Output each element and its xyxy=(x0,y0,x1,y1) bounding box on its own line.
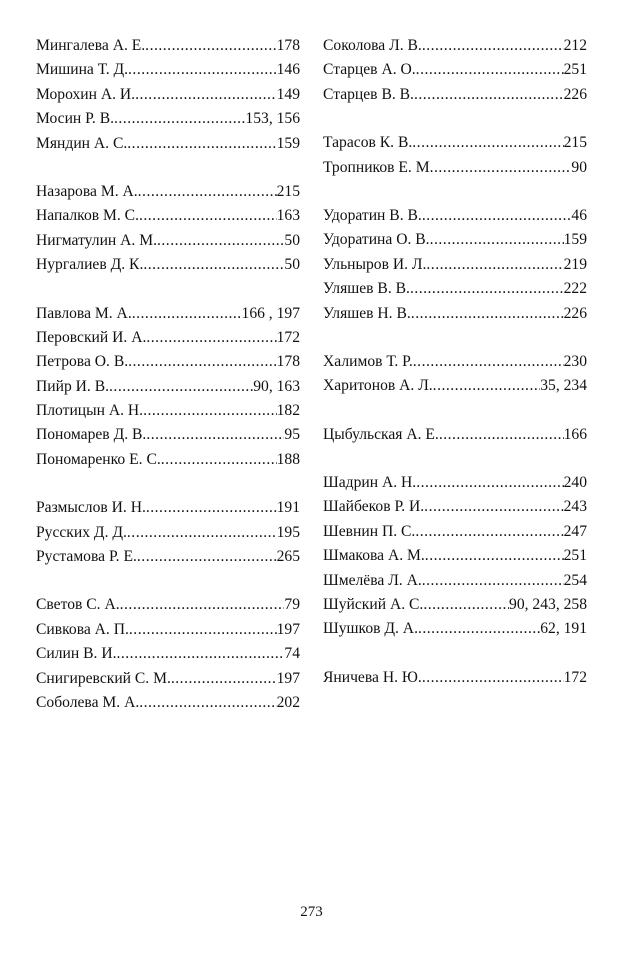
page-references: 46 xyxy=(571,206,587,224)
page-references: 50 xyxy=(284,256,300,274)
page-references: 146 xyxy=(276,61,300,79)
page-references: 178 xyxy=(276,37,300,54)
index-letter-group xyxy=(36,496,300,569)
dot-leader xyxy=(132,302,242,326)
index-entry xyxy=(36,326,300,350)
page-references: 247 xyxy=(563,522,587,540)
index-entry xyxy=(36,691,300,715)
page-references: 202 xyxy=(276,693,300,711)
index-entry xyxy=(36,350,300,374)
index-letter-group xyxy=(323,34,587,107)
author-name: Шмелёва Л. А. xyxy=(323,571,422,589)
index-entry xyxy=(323,156,587,180)
dot-leader xyxy=(157,229,284,253)
index-letter-group xyxy=(36,593,300,715)
index-entry xyxy=(36,618,300,642)
dot-leader xyxy=(426,253,563,277)
dot-leader xyxy=(128,58,277,82)
dot-leader xyxy=(161,448,277,472)
author-name: Халимов Т. Р. xyxy=(323,352,413,370)
page-references: 212 xyxy=(563,37,587,54)
index-entry xyxy=(323,277,587,301)
page-references: 62, 191 xyxy=(540,620,587,638)
index-letter-group xyxy=(36,180,300,278)
dot-leader xyxy=(171,667,277,691)
index-entry xyxy=(36,229,300,253)
author-name: Пономаренко Е. С. xyxy=(36,450,161,468)
author-name: Шадрин А. Н. xyxy=(323,474,417,492)
index-entry xyxy=(323,302,587,326)
dot-leader xyxy=(139,204,277,228)
page-references: 215 xyxy=(276,182,300,200)
page-references: 222 xyxy=(563,280,587,298)
dot-leader xyxy=(423,593,509,617)
page-references: 90, 243, 258 xyxy=(509,596,587,614)
page-references: 188 xyxy=(276,450,300,468)
index-column-left xyxy=(36,34,300,739)
page-references: 195 xyxy=(276,523,300,541)
index-entry xyxy=(36,496,300,520)
author-name: Пономарев Д. В. xyxy=(36,426,147,444)
page-references: 163 xyxy=(276,207,300,225)
author-name: Шмакова А. М. xyxy=(323,547,425,565)
index-entry xyxy=(36,83,300,107)
index-entry xyxy=(323,204,587,228)
dot-leader xyxy=(414,83,564,107)
page-references: 50 xyxy=(284,231,300,249)
index-entry xyxy=(323,34,587,58)
index-entry xyxy=(323,374,587,398)
author-name: Мишина Т. Д. xyxy=(36,61,129,79)
author-name: Русских Д. Д. xyxy=(36,523,127,541)
author-name: Назарова М. А. xyxy=(36,182,138,200)
dot-leader xyxy=(128,350,276,374)
page-references: 90, 163 xyxy=(253,377,300,395)
dot-leader xyxy=(422,666,564,690)
dot-leader xyxy=(114,107,245,131)
page-references: 79 xyxy=(284,596,300,614)
dot-leader xyxy=(109,375,253,399)
dot-leader xyxy=(413,350,564,374)
dot-leader xyxy=(120,593,285,617)
author-name: Шевнин П. С. xyxy=(323,522,416,540)
page-references: 74 xyxy=(284,645,300,663)
author-name: Удоратина О. В. xyxy=(323,231,430,249)
page-references: 172 xyxy=(276,328,300,346)
dot-leader xyxy=(416,471,563,495)
author-name: Морохин А. И. xyxy=(36,85,136,103)
page-references: 159 xyxy=(276,134,300,152)
page-references: 178 xyxy=(276,353,300,371)
index-letter-group xyxy=(36,302,300,473)
dot-leader xyxy=(425,544,564,568)
dot-leader xyxy=(143,399,277,423)
author-name: Шайбеков Р. И. xyxy=(323,498,425,516)
dot-leader xyxy=(430,156,572,180)
author-name: Тропников Е. М xyxy=(323,158,430,176)
author-name: Старцев В. В. xyxy=(323,85,414,103)
page-references: 215 xyxy=(563,134,587,152)
author-name: Размыслов И. Н. xyxy=(36,499,146,517)
dot-leader xyxy=(139,691,276,715)
index-entry xyxy=(36,132,300,156)
dot-leader xyxy=(422,569,564,593)
page-references: 166 xyxy=(563,425,587,443)
page-references: 166 , 197 xyxy=(241,304,300,322)
index-letter-group xyxy=(323,666,587,690)
dot-leader xyxy=(439,423,564,447)
dot-leader xyxy=(410,277,564,301)
author-name: Пийр И. В. xyxy=(36,377,110,395)
index-letter-group xyxy=(323,350,587,399)
index-column-right xyxy=(323,34,587,714)
index-entry xyxy=(36,302,300,326)
author-name: Напалков М. С. xyxy=(36,207,139,225)
page-references: 226 xyxy=(563,304,587,322)
dot-leader xyxy=(138,180,277,204)
dot-leader xyxy=(137,545,277,569)
author-name: Перовский И. А. xyxy=(36,328,147,346)
page-references: 197 xyxy=(276,620,300,638)
index-entry xyxy=(323,544,587,568)
page-references: 153, 156 xyxy=(245,110,300,128)
author-name: Шушков Д. А. xyxy=(323,620,418,638)
index-entry xyxy=(323,520,587,544)
index-entry xyxy=(36,204,300,228)
index-entry xyxy=(36,107,300,131)
index-entry xyxy=(323,617,587,641)
page-references: 251 xyxy=(563,61,587,79)
author-name: Ульныров И. Л. xyxy=(323,255,427,273)
index-entry xyxy=(323,666,587,690)
author-name: Удоратин В. В. xyxy=(323,206,422,224)
dot-leader xyxy=(143,253,284,277)
dot-leader xyxy=(430,228,564,252)
index-entry xyxy=(36,423,300,447)
author-name: Сивкова А. П. xyxy=(36,620,129,638)
index-entry xyxy=(36,253,300,277)
dot-leader xyxy=(116,642,284,666)
index-letter-group xyxy=(323,423,587,447)
index-entry xyxy=(36,375,300,399)
dot-leader xyxy=(145,34,276,58)
author-name: Тарасов К. В. xyxy=(323,134,413,152)
author-name: Нургалиев Д. К. xyxy=(36,256,144,274)
author-name: Снигиревский С. М. xyxy=(36,669,171,687)
author-name: Нигматулин А. М. xyxy=(36,231,157,249)
dot-leader xyxy=(135,83,277,107)
author-name: Мяндин А. С. xyxy=(36,134,128,152)
page-references: 149 xyxy=(276,85,300,103)
index-entry xyxy=(36,34,300,58)
index-entry xyxy=(323,495,587,519)
index-entry xyxy=(36,545,300,569)
page-references: 35, 234 xyxy=(540,377,587,395)
index-letter-group xyxy=(323,131,587,180)
author-name: Уляшев В. В. xyxy=(323,280,410,298)
author-name: Соколова Л. В. xyxy=(323,37,422,54)
page-references: 182 xyxy=(276,402,300,420)
page-references: 240 xyxy=(563,474,587,492)
index-entry xyxy=(36,521,300,545)
author-name: Плотицын А. Н. xyxy=(36,402,144,420)
dot-leader xyxy=(415,520,563,544)
page-references: 95 xyxy=(284,426,300,444)
dot-leader xyxy=(433,374,541,398)
index-entry xyxy=(323,569,587,593)
dot-leader xyxy=(412,131,563,155)
author-name: Уляшев Н. В. xyxy=(323,304,411,322)
index-entry xyxy=(323,593,587,617)
index-entry xyxy=(323,350,587,374)
dot-leader xyxy=(146,496,277,520)
author-name: Шуйский А. С. xyxy=(323,596,424,614)
dot-leader xyxy=(146,423,284,447)
page-references: 191 xyxy=(276,499,300,517)
index-entry xyxy=(323,423,587,447)
author-name: Старцев А. О. xyxy=(323,61,416,79)
page-references: 172 xyxy=(563,668,587,686)
dot-leader xyxy=(146,326,276,350)
dot-leader xyxy=(127,132,276,156)
author-name: Харитонов А. Л. xyxy=(323,377,433,395)
dot-leader xyxy=(416,58,564,82)
dot-leader xyxy=(422,204,572,228)
page-references: 219 xyxy=(563,255,587,273)
author-name: Рустамова Р. Е. xyxy=(36,548,137,566)
dot-leader xyxy=(129,618,277,642)
page-references: 243 xyxy=(563,498,587,516)
dot-leader xyxy=(424,495,563,519)
author-name: Петрова О. В. xyxy=(36,353,129,371)
page-references: 254 xyxy=(563,571,587,589)
index-entry xyxy=(36,180,300,204)
index-entry xyxy=(323,83,587,107)
index-entry xyxy=(323,228,587,252)
author-name: Яничева Н. Ю. xyxy=(323,668,422,686)
author-name: Мосин Р. В. xyxy=(36,110,114,128)
index-letter-group xyxy=(36,34,300,156)
index-entry xyxy=(36,593,300,617)
index-entry xyxy=(36,58,300,82)
page-references: 230 xyxy=(563,352,587,370)
index-entry xyxy=(323,131,587,155)
index-entry xyxy=(36,448,300,472)
index-entry xyxy=(323,58,587,82)
page-references: 90 xyxy=(571,158,587,176)
author-name: Соболева М. А. xyxy=(36,693,140,711)
author-name: Мингалева А. Е. xyxy=(36,37,146,54)
dot-leader xyxy=(411,302,564,326)
author-name: Светов С. А. xyxy=(36,596,120,614)
page-references: 159 xyxy=(563,231,587,249)
dot-leader xyxy=(127,521,277,545)
index-entry xyxy=(36,667,300,691)
dot-leader xyxy=(422,34,564,58)
index-entry xyxy=(36,642,300,666)
index-entry xyxy=(323,471,587,495)
index-letter-group xyxy=(323,471,587,642)
index-entry xyxy=(323,253,587,277)
page-number: 273 xyxy=(300,904,323,920)
dot-leader xyxy=(418,617,540,641)
page-references: 226 xyxy=(563,85,587,103)
page-references: 197 xyxy=(276,669,300,687)
index-letter-group xyxy=(323,204,587,326)
index-entry xyxy=(36,399,300,423)
page-references: 265 xyxy=(276,548,300,566)
author-name: Павлова М. А. xyxy=(36,304,132,322)
author-name: Силин В. И. xyxy=(36,645,117,663)
page-references: 251 xyxy=(563,547,587,565)
author-name: Цыбульская А. Е. xyxy=(323,425,439,443)
